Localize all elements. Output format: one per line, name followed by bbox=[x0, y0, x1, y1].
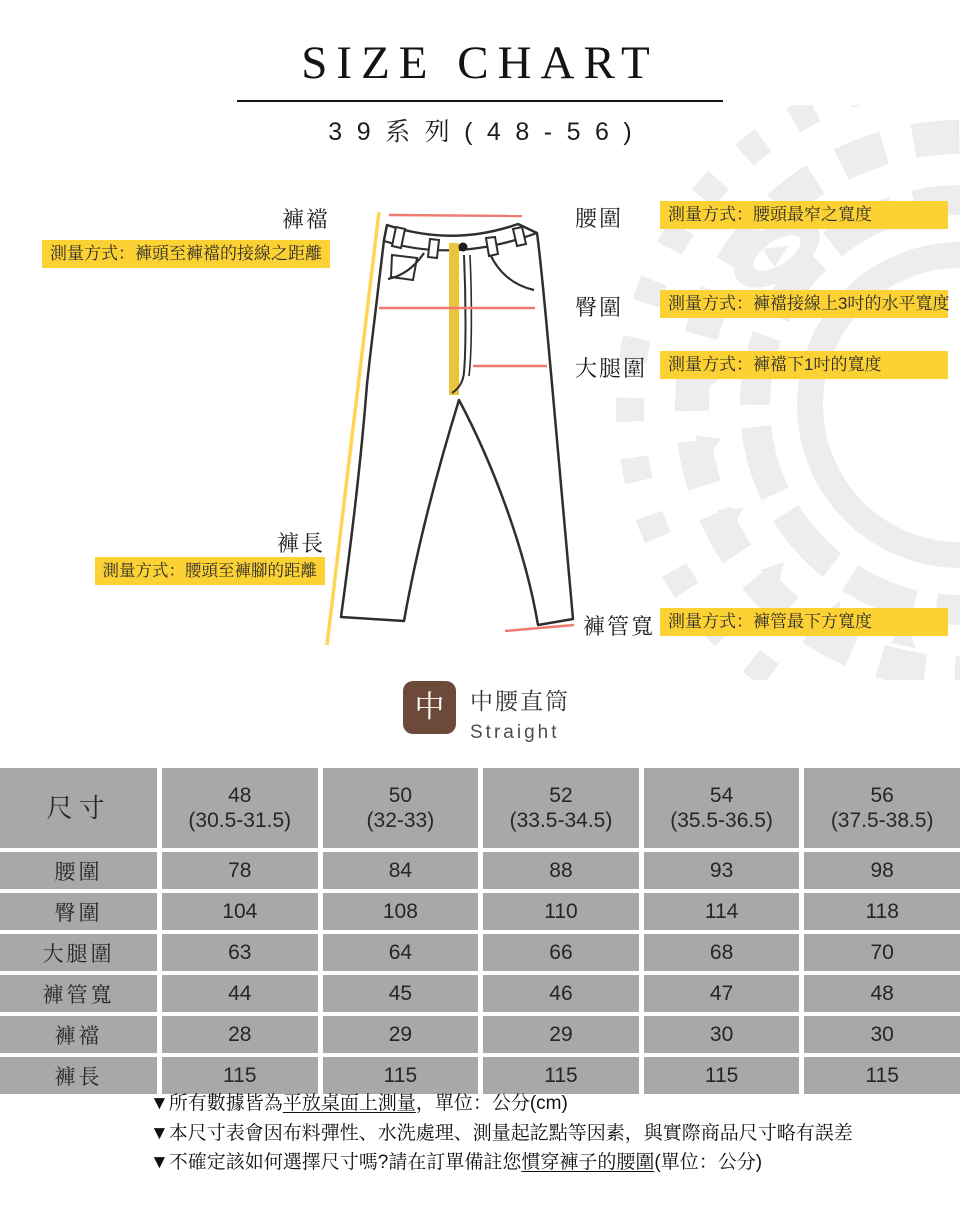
method-hip: 測量方式：褲襠接線上3吋的水平寬度 bbox=[660, 290, 948, 318]
cell: 118 bbox=[804, 893, 960, 930]
cell: 70 bbox=[804, 934, 960, 971]
label-thigh: 大腿圍 bbox=[575, 356, 648, 381]
note-line bbox=[150, 1119, 853, 1149]
fit-badge: 中 bbox=[403, 681, 456, 734]
cell: 104 bbox=[162, 893, 318, 930]
cell: 30 bbox=[644, 1016, 800, 1053]
note-text: ▼所有數據皆為 bbox=[150, 1093, 283, 1114]
cell: 88 bbox=[483, 852, 639, 889]
measure-line-waist bbox=[389, 215, 522, 216]
label-hip: 臀圍 bbox=[575, 295, 624, 320]
note-text: (單位：公分) bbox=[654, 1152, 763, 1173]
row-label: 褲長 bbox=[0, 1057, 157, 1094]
cell: 68 bbox=[644, 934, 800, 971]
column-range: (30.5-31.5) bbox=[188, 809, 292, 832]
cell: 46 bbox=[483, 975, 639, 1012]
size-table bbox=[0, 764, 960, 1098]
method-thigh: 測量方式：褲襠下1吋的寬度 bbox=[660, 351, 948, 379]
column-size: 56 bbox=[870, 784, 894, 807]
note-text: ▼本尺寸表會因布料彈性、水洗處理、測量起訖點等因素，與實際商品尺寸略有誤差 bbox=[150, 1122, 853, 1144]
label-length: 褲長 bbox=[276, 531, 325, 556]
fit-name-en: Straight bbox=[470, 722, 560, 743]
table-row bbox=[0, 1016, 960, 1053]
method-leg-opening: 測量方式：褲管最下方寬度 bbox=[660, 608, 948, 636]
cell: 115 bbox=[162, 1057, 318, 1094]
fit-name-zh: 中腰直筒 bbox=[470, 688, 570, 714]
column-size: 52 bbox=[549, 784, 573, 807]
column-size: 50 bbox=[388, 784, 413, 807]
cell: 115 bbox=[644, 1057, 800, 1094]
fit-info bbox=[403, 681, 570, 744]
cell: 45 bbox=[323, 975, 479, 1012]
method-waist: 測量方式：腰頭最窄之寬度 bbox=[660, 201, 948, 229]
column-header bbox=[804, 768, 960, 848]
belt-loop bbox=[428, 239, 439, 258]
method-length: 測量方式：腰頭至褲腳的距離 bbox=[95, 557, 326, 585]
cell: 93 bbox=[644, 852, 800, 889]
note-underlined: 慣穿褲子的腰圍 bbox=[521, 1152, 655, 1173]
cell: 98 bbox=[804, 852, 960, 889]
cell: 63 bbox=[162, 934, 318, 971]
cell: 114 bbox=[644, 893, 800, 930]
title-underline bbox=[237, 100, 723, 102]
page-title: SIZE CHART bbox=[301, 37, 659, 89]
table-row bbox=[0, 852, 960, 889]
table-row bbox=[0, 934, 960, 971]
column-header bbox=[162, 768, 318, 848]
waist-button-icon bbox=[459, 243, 468, 252]
belt-loop bbox=[486, 237, 498, 256]
cell: 30 bbox=[804, 1016, 960, 1053]
cell: 66 bbox=[483, 934, 639, 971]
column-header bbox=[323, 768, 479, 848]
fly-bar-highlight bbox=[449, 243, 459, 395]
cell: 48 bbox=[804, 975, 960, 1012]
column-header bbox=[483, 768, 639, 848]
cell: 47 bbox=[644, 975, 800, 1012]
cell: 115 bbox=[323, 1057, 479, 1094]
series-subtitle: 39系列(48-56) bbox=[328, 118, 647, 146]
label-leg-opening: 褲管寬 bbox=[583, 614, 656, 639]
cell: 64 bbox=[323, 934, 479, 971]
column-range: (33.5-34.5) bbox=[509, 809, 613, 832]
column-range: (35.5-36.5) bbox=[670, 809, 773, 832]
column-range: (37.5-38.5) bbox=[830, 809, 934, 832]
note-underlined: 平放桌面上測量 bbox=[282, 1093, 416, 1114]
note-text: ，單位：公分(cm) bbox=[415, 1093, 568, 1114]
cell: 29 bbox=[483, 1016, 639, 1053]
cell: 44 bbox=[162, 975, 318, 1012]
method-crotch: 測量方式：褲頭至褲襠的接線之距離 bbox=[42, 240, 330, 268]
column-range: (32-33) bbox=[366, 809, 435, 832]
table-header-row bbox=[0, 768, 960, 848]
row-label: 大腿圍 bbox=[0, 934, 157, 971]
table-corner-label: 尺寸 bbox=[0, 768, 157, 848]
table-row bbox=[0, 893, 960, 930]
cell: 115 bbox=[804, 1057, 960, 1094]
label-crotch: 褲襠 bbox=[281, 207, 330, 232]
cell: 28 bbox=[162, 1016, 318, 1053]
column-size: 54 bbox=[709, 784, 734, 807]
note-line bbox=[150, 1089, 853, 1119]
cell: 29 bbox=[323, 1016, 479, 1053]
pants-diagram bbox=[300, 185, 680, 655]
row-label: 腰圍 bbox=[0, 852, 157, 889]
note-text: ▼不確定該如何選擇尺寸嗎?請在訂單備註您 bbox=[150, 1152, 522, 1173]
row-label: 臀圍 bbox=[0, 893, 157, 930]
cell: 115 bbox=[483, 1057, 639, 1094]
row-label: 褲管寬 bbox=[0, 975, 157, 1012]
label-waist: 腰圍 bbox=[575, 206, 624, 231]
table-row bbox=[0, 975, 960, 1012]
column-size: 48 bbox=[228, 784, 252, 807]
footnotes bbox=[150, 1089, 853, 1178]
cell: 110 bbox=[483, 893, 639, 930]
note-line bbox=[150, 1148, 853, 1178]
cell: 78 bbox=[162, 852, 318, 889]
fit-names bbox=[470, 681, 570, 744]
cell: 108 bbox=[323, 893, 479, 930]
column-header bbox=[644, 768, 800, 848]
row-label: 褲襠 bbox=[0, 1016, 157, 1053]
cell: 84 bbox=[323, 852, 479, 889]
